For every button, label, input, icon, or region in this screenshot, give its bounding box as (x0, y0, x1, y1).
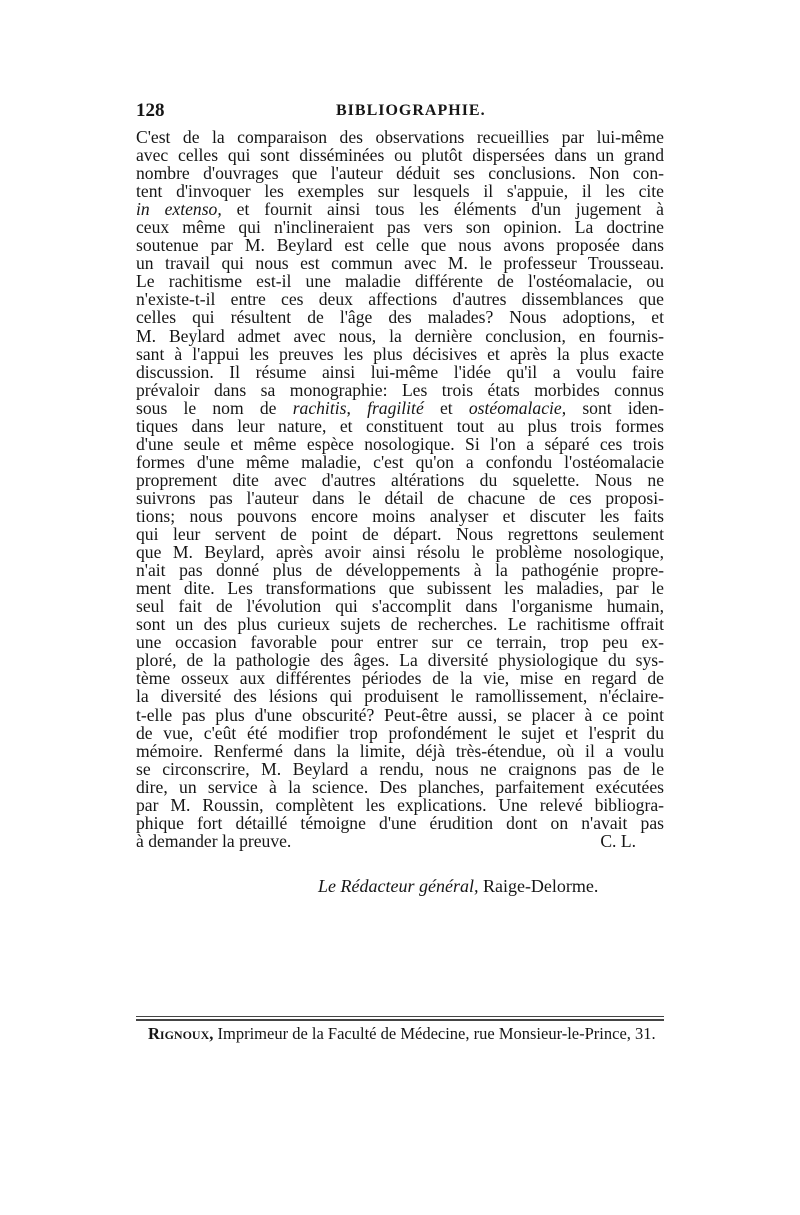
page-header (136, 98, 664, 124)
text-line (136, 435, 664, 453)
text-line (136, 669, 664, 687)
text-segment: sous le nom de (136, 397, 293, 418)
printer-imprint (148, 1024, 656, 1044)
text-segment: la diversité des lésions qui produisent le ramollissement, n'éclaire- (136, 686, 664, 707)
text-line (136, 272, 664, 290)
text-line (136, 345, 664, 363)
text-segment: prévaloir dans sa monographie: Les trois états morbides connus (136, 379, 664, 400)
text-segment: par M. Roussin, complètent les explications. Une relevé bibliogra- (136, 794, 664, 815)
review-text (136, 128, 664, 850)
text-line (136, 254, 664, 272)
imprint-rule-thin (136, 1016, 664, 1017)
text-line (136, 290, 664, 308)
text-segment: mémoire. Renfermé dans la limite, déjà très-étendue, où il a voulu (136, 740, 664, 761)
italic-term: rachitis (292, 397, 347, 418)
text-line (136, 579, 664, 597)
running-head: BIBLIOGRAPHIE. (336, 102, 486, 119)
italic-term: ostéomalacie (468, 397, 562, 418)
page-number: 128 (136, 100, 165, 121)
text-line (136, 543, 664, 561)
text-segment: proprement dite avec d'autres altérations du squelette. Nous ne (136, 469, 664, 490)
printer-address: Imprimeur de la Faculté de Médecine, rue Monsieur-le-Prince, 31. (213, 1024, 656, 1043)
text-segment: seul fait de l'évolution qui s'accomplit dans l'organisme humain, (136, 596, 664, 617)
text-segment: M. Beylard admet avec nous, la dernière conclusion, en fournis- (136, 325, 664, 346)
text-line (136, 561, 664, 579)
text-segment: qui leur servent de point de départ. Nous regrettons seulement (136, 524, 664, 545)
text-line (136, 489, 664, 507)
text-segment: ment dite. Les transformations que subissent les maladies, par le (136, 578, 664, 599)
text-line (136, 236, 664, 254)
text-line (136, 327, 664, 345)
text-segment: phique fort détaillé témoigne d'une érudition dont on n'avait pas (136, 812, 664, 833)
text-segment: Le rachitisme est-il une maladie différente de l'ostéomalacie, ou (136, 271, 664, 292)
text-line (136, 597, 664, 615)
text-segment: se circonscrire, M. Beylard a rendu, nous ne craignons pas de le (136, 758, 664, 779)
editor-name: Raige-Delorme. (478, 876, 599, 896)
text-segment: , (346, 397, 368, 418)
text-line (136, 381, 664, 399)
text-line (136, 128, 664, 146)
text-segment: sant à l'appui les preuves les plus décisives et après la plus exacte (136, 343, 664, 364)
text-segment: un travail qui nous est commun avec M. le professeur Trousseau. (136, 253, 664, 274)
text-segment: de vue, c'eût été modifier trop profondément le sujet et l'esprit du (136, 722, 664, 743)
text-line (136, 200, 664, 218)
text-line (136, 363, 664, 381)
text-line (136, 308, 664, 326)
text-line (136, 399, 664, 417)
text-segment: et (423, 397, 469, 418)
text-segment: suivrons pas l'auteur dans le détail de chacune de ces proposi- (136, 487, 664, 508)
text-line (136, 651, 664, 669)
text-segment: , sont iden- (561, 397, 665, 418)
text-segment: n'ait pas donné plus de développements à la pathogénie propre- (136, 560, 664, 581)
closing-line (136, 832, 664, 850)
text-line (136, 417, 664, 435)
text-segment: ploré, de la pathologie des âges. La diversité physiologique du sys- (136, 650, 664, 671)
text-segment: formes d'une même maladie, c'est qu'on a confondu l'ostéomalacie (136, 451, 664, 472)
text-segment: soutenue par M. Beylard est celle que nous avons proposée dans (136, 235, 664, 256)
text-segment: n'existe-t-il entre ces deux affections d'autres dissemblances que (136, 289, 664, 310)
text-line (136, 146, 664, 164)
closing-text: à demander la preuve. (136, 830, 292, 851)
italic-term: fragilité (367, 397, 424, 418)
imprint-rule-thick (136, 1019, 664, 1021)
text-line (136, 164, 664, 182)
text-line (136, 615, 664, 633)
text-segment: une occasion favorable pour entrer sur ce terrain, trop peu ex- (136, 632, 664, 653)
text-segment: nombre d'ouvrages que l'auteur déduit ses conclusions. Non con- (136, 163, 664, 184)
text-segment: discussion. Il résume ainsi lui-même l'idée qu'il a voulu faire (136, 361, 664, 382)
text-line (136, 742, 664, 760)
text-segment: celles qui résultent de l'âge des malades? Nous adoptions, et (136, 307, 664, 328)
text-segment: que M. Beylard, après avoir ainsi résolu le problème nosologique, (136, 542, 664, 563)
text-segment: t-elle pas plus d'une obscurité? Peut-être aussi, se placer à ce point (136, 704, 664, 725)
text-line (136, 687, 664, 705)
editor-signature (318, 876, 598, 897)
text-segment: tions; nous pouvons encore moins analyser et discuter les faits (136, 505, 664, 526)
text-segment: tème osseux aux différentes périodes de la vie, mise en regard de (136, 668, 664, 689)
text-line (136, 525, 664, 543)
text-line (136, 706, 664, 724)
printer-name: Rignoux, (148, 1024, 214, 1043)
text-line (136, 814, 664, 832)
text-line (136, 218, 664, 236)
text-line (136, 453, 664, 471)
text-segment: sont un des plus curieux sujets de recherches. Le rachitisme offrait (136, 614, 664, 635)
text-segment: ceux même qui n'inclineraient pas vers son opinion. La doctrine (136, 217, 664, 238)
text-segment: avec celles qui sont disséminées ou plutôt dispersées dans un grand (136, 145, 664, 166)
text-line (136, 760, 664, 778)
text-segment: C'est de la comparaison des observations recueillies par lui-même (136, 127, 664, 147)
text-segment: dire, un service à la science. Des planches, parfaitement exécutées (136, 776, 664, 797)
text-line (136, 724, 664, 742)
text-segment: et fournit ainsi tous les éléments d'un jugement à (221, 199, 664, 220)
text-segment: tent d'invoquer les exemples sur lesquels il s'appuie, il les cite (136, 181, 664, 202)
text-line (136, 182, 664, 200)
text-line (136, 778, 664, 796)
text-line (136, 633, 664, 651)
text-line (136, 796, 664, 814)
editor-label: Le Rédacteur général, (318, 876, 479, 896)
reviewer-initials: C. L. (600, 830, 636, 851)
text-segment: d'une seule et même espèce nosologique. Si l'on a séparé ces trois (136, 433, 664, 454)
text-segment: tiques dans leur nature, et constituent tout au plus trois formes (136, 415, 664, 436)
text-line (136, 471, 664, 489)
italic-term: in extenso, (136, 199, 222, 220)
text-line (136, 507, 664, 525)
